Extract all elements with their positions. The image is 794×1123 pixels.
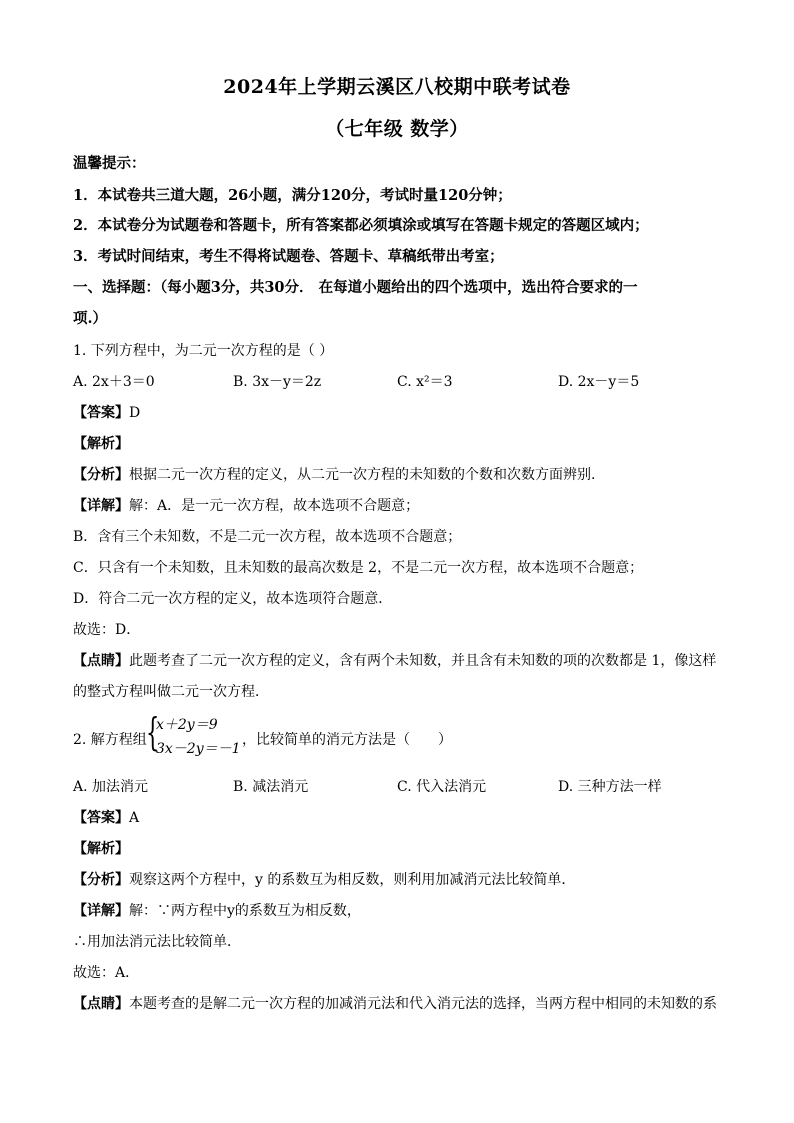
q1-explain-c: C．只含有一个未知数，且未知数的最高次数是 2，不是二元一次方程，故本选项不合题意； [73,560,644,576]
q2-dianjing [73,993,717,1013]
section1-heading-cont: 项.） [73,310,108,327]
q1-fenxi [73,464,595,484]
system-brace: { [146,710,160,754]
exam-subtitle: （七年级 数学） [325,118,469,140]
q1-xiangjie [73,495,419,515]
q1-analysis-tag: 【解析】 [73,436,129,452]
q2-dianjing-text: 本题考查的是解二元一次方程的加减消元法和代入消元法的选择，当两方程中相同的未知数的系 [129,996,717,1012]
q2-xiangjie [73,900,361,920]
dianjing-tag: 【点睛】 [73,996,129,1012]
q2-analysis-tag: 【解析】 [73,841,129,857]
q1-option-d: D. 2x－y＝5 [558,374,640,390]
tip-3: 3．考试时间结束，考生不得将试题卷、答题卡、草稿纸带出考室； [73,248,504,265]
tips-heading: 温馨提示： [73,155,146,172]
xiangjie-tag: 【详解】 [73,498,129,514]
q1-answer-value: D [129,405,141,421]
q2-answer [73,807,139,827]
q2-option-d: D. 三种方法一样 [558,779,662,795]
dianjing-tag: 【点睛】 [73,653,129,669]
q2-option-c: C. 代入法消元 [397,779,487,795]
xiangjie-tag: 【详解】 [73,903,129,919]
q1-dianjing-cont: 的整式方程叫做二元一次方程． [73,684,269,700]
tip-2: 2．本试卷分为试题卷和答题卡，所有答案都必须填涂或填写在答题卡规定的答题区域内； [73,217,649,234]
q2-option-b: B. 减法消元 [233,779,309,795]
q1-explain-d: D．符合二元一次方程的定义，故本选项符合题意． [73,591,393,607]
q1-choice: 故选：D． [73,622,141,638]
q2-equation-2: 3x－2y＝－1 [156,741,241,757]
q2-choice: 故选：A． [73,965,140,981]
q2-fenxi [73,869,575,889]
q2-conclusion: ∴用加法消元法比较简单． [73,934,241,950]
q1-option-c: C. x²＝3 [397,374,453,390]
q1-explain-b: B．含有三个未知数，不是二元一次方程，故本选项不合题意； [73,529,462,545]
q2-option-a: A. 加法消元 [73,779,149,795]
q1-answer [73,402,140,422]
q1-stem: 1. 下列方程中，为二元一次方程的是（ ） [73,343,334,359]
q1-option-a: A. 2x＋3＝0 [73,374,155,390]
q1-dianjing-text: 此题考查了二元一次方程的定义，含有两个未知数，并且含有未知数的项的次数都是 1，像这样 [129,653,717,669]
q1-dianjing [73,650,716,670]
answer-tag: 【答案】 [73,405,129,421]
q2-xiangjie-text: 解：∵两方程中y的系数互为相反数， [129,903,361,919]
q1-fenxi-text: 根据二元一次方程的定义，从二元一次方程的未知数的个数和次数方面辨别. [129,467,596,483]
q2-answer-value: A [129,810,140,826]
fenxi-tag: 【分析】 [73,872,129,888]
fenxi-tag: 【分析】 [73,467,129,483]
q2-stem-suffix: ，比较简单的消元方法是（ ） [242,732,452,748]
tip-1: 1．本试卷共三道大题，26小题，满分120分，考试时量120分钟； [73,187,512,204]
answer-tag: 【答案】 [73,810,129,826]
q2-stem-prefix: 2. 解方程组 [73,732,147,748]
section1-heading: 一、选择题：（每小题3分，共30分． 在每道小题给出的四个选项中，选出符合要求的一 [73,279,638,296]
q2-equation-1: x＋2y＝9 [156,717,218,733]
exam-title: 2024年上学期云溪区八校期中联考试卷 [223,76,571,98]
q1-xiangjie-text: 解：A．是一元一次方程，故本选项不合题意； [129,498,420,514]
q1-option-b: B. 3x－y＝2z [233,374,322,390]
q2-fenxi-text: 观察这两个方程中，y 的系数互为相反数，则利用加减消元法比较简单． [129,872,576,888]
